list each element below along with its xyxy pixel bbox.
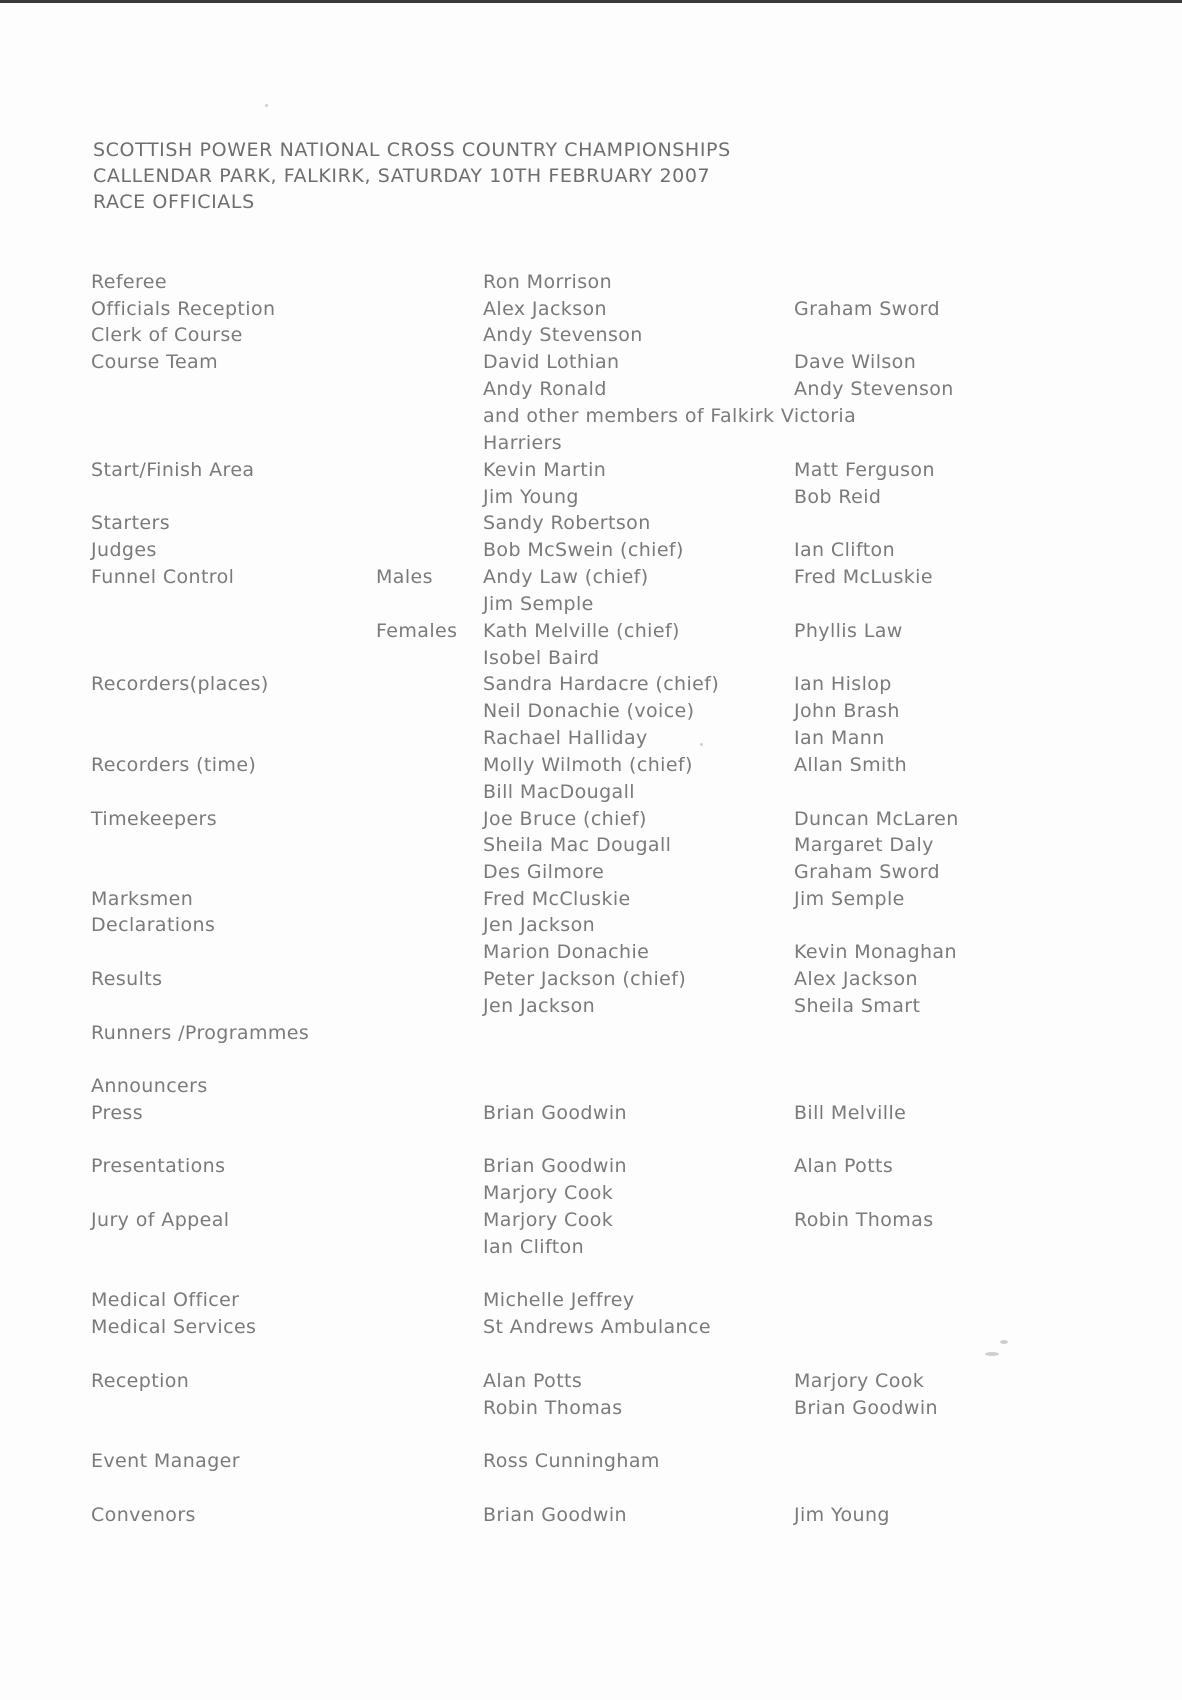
role-label: Course Team	[91, 351, 218, 373]
official-name-secondary: Dave Wilson	[794, 351, 917, 373]
role-label: Press	[91, 1102, 144, 1124]
officials-row	[0, 1368, 1182, 1395]
official-name-primary: Brian Goodwin	[483, 1155, 627, 1177]
official-name-secondary: Bill Melville	[794, 1102, 907, 1124]
official-name-primary: Brian Goodwin	[483, 1504, 627, 1526]
official-name-primary: Ross Cunningham	[483, 1450, 660, 1472]
official-name-primary: Jen Jackson	[483, 995, 596, 1017]
official-name-primary: Michelle Jeffrey	[483, 1289, 635, 1311]
official-name-secondary: Graham Sword	[794, 861, 940, 883]
officials-row	[0, 322, 1182, 349]
official-name-secondary: Duncan McLaren	[794, 808, 959, 830]
officials-row	[0, 1395, 1182, 1422]
officials-row	[0, 1207, 1182, 1234]
official-name-secondary: Margaret Daly	[794, 834, 934, 856]
role-label: Announcers	[91, 1075, 208, 1097]
officials-row	[0, 430, 1182, 457]
official-name-primary: Ron Morrison	[483, 271, 613, 293]
officials-row	[0, 1020, 1182, 1047]
official-name-primary: Sandra Hardacre (chief)	[483, 673, 720, 695]
official-name-primary: Alan Potts	[483, 1370, 583, 1392]
official-name-primary: Jim Semple	[483, 593, 594, 615]
officials-row	[0, 993, 1182, 1020]
official-name-primary: Sandy Robertson	[483, 512, 651, 534]
section-title: RACE OFFICIALS	[93, 191, 255, 213]
official-name-primary: Harriers	[483, 432, 563, 454]
official-name-primary: Des Gilmore	[483, 861, 605, 883]
officials-row	[0, 1100, 1182, 1127]
officials-row	[0, 832, 1182, 859]
officials-row	[0, 403, 1182, 430]
official-name-primary: Andy Stevenson	[483, 324, 643, 346]
role-label: Marksmen	[91, 888, 194, 910]
officials-row	[0, 1153, 1182, 1180]
official-name-primary: and other members of Falkirk Victoria	[483, 405, 857, 427]
officials-row	[0, 966, 1182, 993]
official-name-secondary: Jim Young	[794, 1504, 890, 1526]
officials-row	[0, 1073, 1182, 1100]
role-label: Recorders (time)	[91, 754, 257, 776]
officials-row	[0, 1502, 1182, 1529]
official-name-secondary: Matt Ferguson	[794, 459, 935, 481]
official-name-primary: Robin Thomas	[483, 1397, 623, 1419]
official-name-secondary: Sheila Smart	[794, 995, 921, 1017]
official-name-secondary: Alan Potts	[794, 1155, 894, 1177]
official-name-primary: Marjory Cook	[483, 1182, 614, 1204]
role-label: Judges	[91, 539, 157, 561]
subgroup-label: Males	[376, 566, 433, 588]
role-label: Timekeepers	[91, 808, 218, 830]
role-label: Start/Finish Area	[91, 459, 255, 481]
role-label: Declarations	[91, 914, 216, 936]
official-name-secondary: Ian Hislop	[794, 673, 892, 695]
officials-row	[0, 1234, 1182, 1261]
official-name-primary: St Andrews Ambulance	[483, 1316, 711, 1338]
role-label: Medical Services	[91, 1316, 257, 1338]
officials-row	[0, 859, 1182, 886]
officials-row	[0, 269, 1182, 296]
role-label: Starters	[91, 512, 171, 534]
officials-row	[0, 457, 1182, 484]
official-name-secondary: Bob Reid	[794, 486, 882, 508]
role-label: Jury of Appeal	[91, 1209, 230, 1231]
role-label: Referee	[91, 271, 167, 293]
official-name-primary: Kevin Martin	[483, 459, 607, 481]
role-label: Medical Officer	[91, 1289, 240, 1311]
officials-row	[0, 1314, 1182, 1341]
official-name-primary: Bill MacDougall	[483, 781, 635, 803]
officials-row	[0, 886, 1182, 913]
role-label: Clerk of Course	[91, 324, 243, 346]
official-name-primary: Andy Ronald	[483, 378, 607, 400]
role-label: Funnel Control	[91, 566, 235, 588]
scan-speck	[265, 104, 268, 107]
official-name-secondary: Fred McLuskie	[794, 566, 933, 588]
officials-row	[0, 591, 1182, 618]
scan-speck	[700, 743, 703, 746]
official-name-secondary: Jim Semple	[794, 888, 905, 910]
scan-speck	[1000, 1340, 1008, 1344]
officials-row	[0, 510, 1182, 537]
official-name-primary: Jim Young	[483, 486, 579, 508]
officials-row	[0, 671, 1182, 698]
venue-date-line: CALLENDAR PARK, FALKIRK, SATURDAY 10TH FEBRUARY 2007	[93, 165, 711, 187]
official-name-secondary: Phyllis Law	[794, 620, 903, 642]
official-name-primary: Andy Law (chief)	[483, 566, 649, 588]
official-name-secondary: Robin Thomas	[794, 1209, 934, 1231]
official-name-secondary: John Brash	[794, 700, 900, 722]
official-name-primary: Molly Wilmoth (chief)	[483, 754, 693, 776]
official-name-secondary: Andy Stevenson	[794, 378, 954, 400]
role-label: Results	[91, 968, 163, 990]
official-name-primary: Peter Jackson (chief)	[483, 968, 687, 990]
official-name-primary: Fred McCluskie	[483, 888, 631, 910]
subgroup-label: Females	[376, 620, 458, 642]
officials-row	[0, 725, 1182, 752]
officials-row	[0, 779, 1182, 806]
officials-row	[0, 376, 1182, 403]
official-name-primary: Neil Donachie (voice)	[483, 700, 695, 722]
officials-row	[0, 349, 1182, 376]
official-name-primary: Marion Donachie	[483, 941, 650, 963]
official-name-secondary: Alex Jackson	[794, 968, 918, 990]
officials-row	[0, 618, 1182, 645]
official-name-secondary: Kevin Monaghan	[794, 941, 957, 963]
official-name-primary: Bob McSwein (chief)	[483, 539, 684, 561]
official-name-primary: Marjory Cook	[483, 1209, 614, 1231]
role-label: Event Manager	[91, 1450, 240, 1472]
officials-row	[0, 645, 1182, 672]
championship-title: SCOTTISH POWER NATIONAL CROSS COUNTRY CHAMPIONSHIPS	[93, 139, 731, 161]
official-name-primary: Kath Melville (chief)	[483, 620, 680, 642]
officials-row	[0, 1180, 1182, 1207]
role-label: Recorders(places)	[91, 673, 269, 695]
official-name-primary: Brian Goodwin	[483, 1102, 627, 1124]
official-name-primary: David Lothian	[483, 351, 620, 373]
official-name-primary: Isobel Baird	[483, 647, 600, 669]
official-name-primary: Ian Clifton	[483, 1236, 585, 1258]
official-name-primary: Rachael Halliday	[483, 727, 648, 749]
official-name-secondary: Ian Mann	[794, 727, 885, 749]
role-label: Runners /Programmes	[91, 1022, 310, 1044]
official-name-secondary: Ian Clifton	[794, 539, 896, 561]
role-label: Reception	[91, 1370, 190, 1392]
officials-row	[0, 912, 1182, 939]
officials-row	[0, 939, 1182, 966]
officials-row	[0, 564, 1182, 591]
officials-row	[0, 806, 1182, 833]
officials-row	[0, 1287, 1182, 1314]
scan-speck	[985, 1352, 999, 1356]
officials-row	[0, 484, 1182, 511]
officials-row	[0, 537, 1182, 564]
officials-row	[0, 296, 1182, 323]
official-name-primary: Joe Bruce (chief)	[483, 808, 647, 830]
official-name-secondary: Marjory Cook	[794, 1370, 925, 1392]
official-name-primary: Sheila Mac Dougall	[483, 834, 672, 856]
role-label: Officials Reception	[91, 298, 276, 320]
official-name-secondary: Graham Sword	[794, 298, 940, 320]
official-name-secondary: Brian Goodwin	[794, 1397, 938, 1419]
role-label: Presentations	[91, 1155, 226, 1177]
official-name-primary: Alex Jackson	[483, 298, 607, 320]
officials-row	[0, 752, 1182, 779]
officials-row	[0, 1448, 1182, 1475]
official-name-secondary: Allan Smith	[794, 754, 908, 776]
role-label: Convenors	[91, 1504, 196, 1526]
official-name-primary: Jen Jackson	[483, 914, 596, 936]
officials-row	[0, 698, 1182, 725]
